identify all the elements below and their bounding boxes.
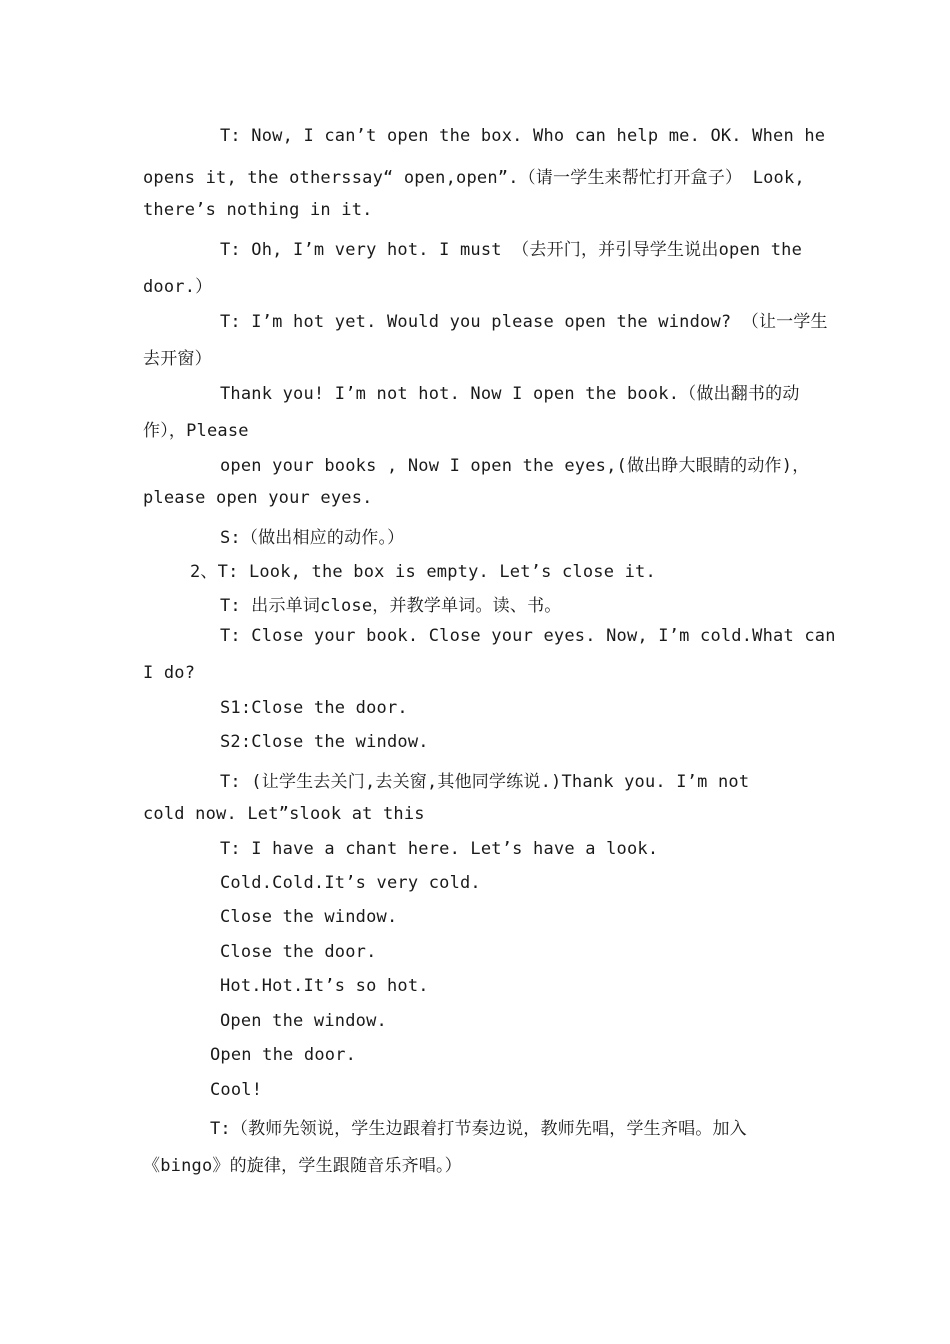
text-line: T:（教师先领说，学生边跟着打节奏边说，教师先唱，学生齐唱。加入 — [210, 1119, 747, 1139]
text-line: opens it, the otherssay“ open,open”.（请一学生来帮忙打开盒子） Look, — [143, 168, 805, 188]
text-line: T: 出示单词close，并教学单词。读、书。 — [220, 596, 562, 616]
text-line: 2、T: Look, the box is empty. Let’s close it. — [190, 562, 656, 582]
text-line: cold now. Let”slook at this — [143, 804, 425, 824]
text-line: Close the door. — [220, 942, 377, 962]
text-line: there’s nothing in it. — [143, 200, 373, 220]
text-line: Cold.Cold.It’s very cold. — [220, 873, 481, 893]
text-line: door.） — [143, 277, 213, 297]
text-line: S1:Close the door. — [220, 698, 408, 718]
text-line: S:（做出相应的动作。） — [220, 528, 405, 548]
text-line: T: I’m hot yet. Would you please open the window? （让一学生 — [220, 312, 828, 332]
text-line: open your books , Now I open the eyes,(做出睁大眼睛的动作)， — [220, 456, 810, 476]
text-line: 作），Please — [143, 421, 249, 441]
text-line: 《bingo》的旋律，学生跟随音乐齐唱。） — [143, 1156, 462, 1176]
text-line: Open the window. — [220, 1011, 387, 1031]
text-line: Cool! — [210, 1080, 263, 1100]
text-line: I do? — [143, 663, 196, 683]
text-line: T: Close your book. Close your eyes. Now, I’m cold.What can — [220, 626, 836, 646]
text-line: Hot.Hot.It’s so hot. — [220, 976, 429, 996]
text-line: S2:Close the window. — [220, 732, 429, 752]
text-line: T: (让学生去关门,去关窗,其他同学练说.)Thank you. I’m not — [220, 772, 750, 792]
text-line: T: Now, I can’t open the box. Who can help me. OK. When he — [220, 126, 826, 146]
text-line: 去开窗） — [143, 349, 212, 369]
text-line: T: I have a chant here. Let’s have a look. — [220, 839, 659, 859]
text-line: Close the window. — [220, 907, 398, 927]
text-line: Thank you! I’m not hot. Now I open the book.（做出翻书的动 — [220, 384, 800, 404]
text-line: please open your eyes. — [143, 488, 373, 508]
text-line: Open the door. — [210, 1045, 357, 1065]
text-line: T: Oh, I’m very hot. I must （去开门，并引导学生说出open the — [220, 240, 803, 260]
